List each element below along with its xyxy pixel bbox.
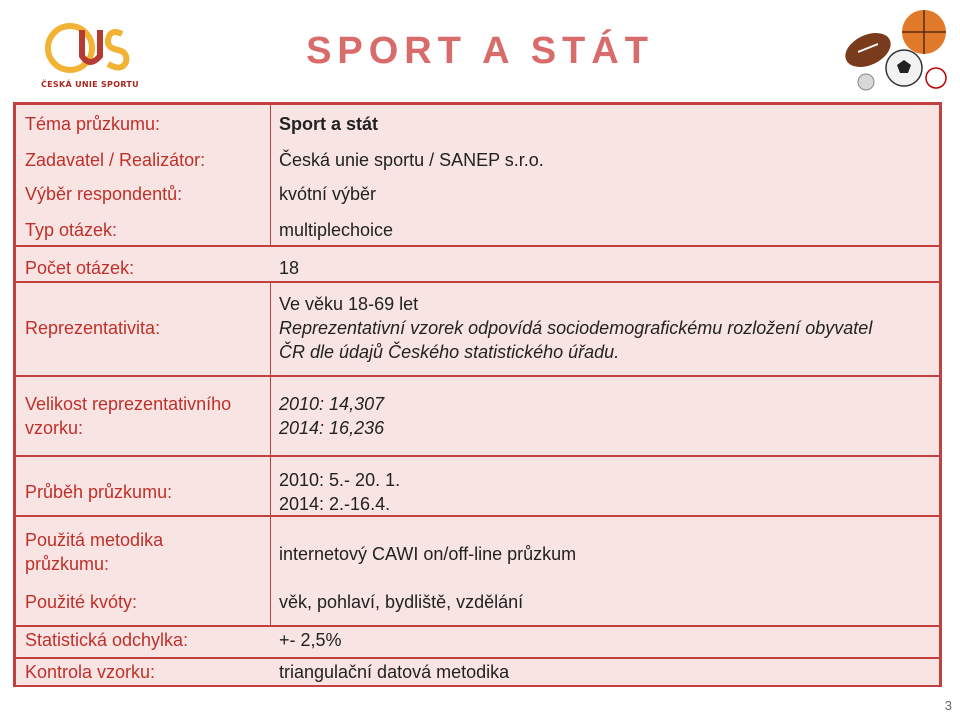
value-typ: multiplechoice <box>279 220 394 240</box>
value-repr-line2: Reprezentativní vzorek odpovídá sociodemografickému rozložení obyvatel <box>279 318 873 338</box>
cus-logo <box>30 18 150 98</box>
value-pocet: 18 <box>279 258 300 278</box>
page-number: 3 <box>944 698 952 713</box>
logo-caption: ČESKÁ UNIE SPORTU <box>41 80 139 89</box>
label-velikost-line1: Velikost reprezentativního <box>25 394 232 414</box>
value-prubeh-2014: 2014: 2.-16.4. <box>279 494 391 514</box>
value-kvoty: věk, pohlaví, bydliště, vzdělání <box>279 592 524 612</box>
label-kontrola: Kontrola vzorku: <box>25 662 156 682</box>
label-vyber: Výběr respondentů: <box>25 184 183 204</box>
value-odchylka: +- 2,5% <box>279 630 342 650</box>
value-velikost-2010: 2010: 14,307 <box>279 394 385 414</box>
survey-info-table <box>13 102 942 687</box>
row-border-count <box>15 246 940 282</box>
page-title: SPORT A STÁT <box>306 30 654 72</box>
label-metodika-line1: Použitá metodika <box>25 530 164 550</box>
value-velikost-2014: 2014: 16,236 <box>279 418 385 438</box>
label-tema: Téma průzkumu: <box>25 114 161 134</box>
sport-balls-icon <box>838 6 950 94</box>
label-typ: Typ otázek: <box>25 220 118 240</box>
label-prubeh: Průběh průzkumu: <box>25 482 173 502</box>
value-zadavatel: Česká unie sportu / SANEP s.r.o. <box>279 150 544 170</box>
label-reprezentativita: Reprezentativita: <box>25 318 161 338</box>
label-metodika-line2: průzkumu: <box>25 554 110 574</box>
label-velikost-line2: vzorku: <box>25 418 84 438</box>
value-tema: Sport a stát <box>279 114 379 134</box>
label-kvoty: Použité kvóty: <box>25 592 138 612</box>
value-prubeh-2010: 2010: 5.- 20. 1. <box>279 470 401 490</box>
value-vyber: kvótní výběr <box>279 184 377 204</box>
label-odchylka: Statistická odchylka: <box>25 630 189 650</box>
value-kontrola: triangulační datová metodika <box>279 662 510 682</box>
cus-logo-mark <box>30 18 150 80</box>
value-metodika: internetový CAWI on/off-line průzkum <box>279 544 577 564</box>
value-repr-line1: Ve věku 18-69 let <box>279 294 419 314</box>
label-pocet: Počet otázek: <box>25 258 135 278</box>
value-repr-line3: ČR dle údajů Českého statistického úřadu. <box>279 342 620 362</box>
label-zadavatel: Zadavatel / Realizátor: <box>25 150 206 170</box>
